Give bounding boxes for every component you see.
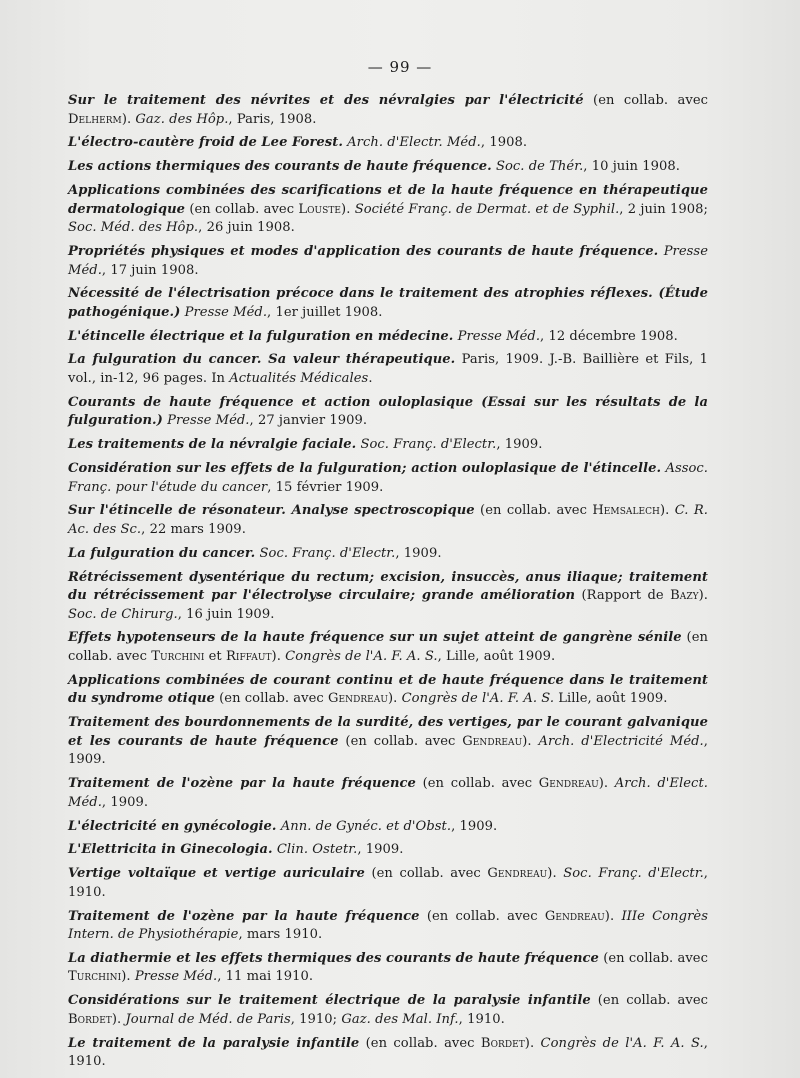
entry-source: Soc. Franç. d'Electr. — [360, 437, 497, 453]
entry-title: L'Elettricita in Ginecologia. — [68, 842, 273, 858]
entry-text: (en collab. avec — [419, 908, 545, 924]
entry-source: Gaz. des Hôp. — [135, 111, 229, 127]
bibliography-entry — [68, 992, 708, 1029]
entry-author: Gendreau — [538, 776, 599, 792]
entry-details: , 1909. — [496, 437, 543, 453]
bibliography-entry — [68, 158, 708, 177]
entry-text: (Rapport de — [575, 588, 671, 604]
entry-text: Paris, 1909. J.-B. Baillière et Fils, 1 vol., in-12, 96 pages. In — [68, 352, 708, 387]
entry-title: Sur l'étincelle de résonateur. Analyse spectroscopique — [68, 503, 475, 519]
entry-title: Propriétés physiques et modes d'application des courants de haute fréquence. — [68, 243, 659, 259]
entry-details: , 1909. — [101, 794, 149, 810]
entry-title: Vertige voltaïque et vertige auriculaire — [68, 866, 365, 882]
entry-author: Gendreau — [328, 691, 388, 707]
entry-text: ). — [698, 588, 708, 604]
entry-source: Soc. Franç. d'Electr. — [259, 545, 396, 561]
entry-details: , 12 décembre 1908. — [540, 328, 678, 344]
entry-text: ). — [111, 1011, 126, 1027]
entry-title: La diathermie et les effets thermiques des courants de haute fréquence — [68, 950, 599, 966]
bibliography-entry — [68, 394, 708, 431]
bibliography-entry — [68, 460, 708, 497]
entry-author: Delherm — [68, 111, 122, 127]
entry-text: (en collab. avec — [214, 691, 329, 707]
entry-details: , 17 juin 1908. — [101, 262, 199, 278]
entry-details: , 1er juillet 1908. — [267, 304, 383, 320]
entry-title: Le traitement de la paralysie infantile — [68, 1035, 360, 1051]
entry-source: C. R. Ac. des Sc. — [68, 503, 708, 537]
bibliography-entry — [68, 285, 708, 322]
entry-text: ). — [524, 1035, 541, 1051]
entry-details: , 1909. — [451, 818, 498, 834]
entry-text: (en collab. avec — [590, 993, 708, 1009]
entry-details: , 1910; — [290, 1011, 342, 1027]
entry-source: Arch. d'Electr. Méd. — [347, 135, 481, 151]
bibliography-entry — [68, 950, 708, 987]
entry-text: et — [204, 649, 226, 665]
entry-source: IIIe Congrès Intern. de Physiothérapie — [68, 908, 708, 943]
entry-details: , 26 juin 1908. — [198, 220, 295, 236]
bibliography-entry — [68, 328, 708, 347]
entry-author: Gendreau — [462, 733, 523, 749]
entry-title: Applications combinées des scarifications et de la haute fréquence en thérapeutique dermatologique — [68, 182, 708, 217]
entry-details: . — [368, 371, 373, 387]
bibliography-entry — [68, 243, 708, 280]
entry-text: ). — [341, 201, 355, 217]
entry-details: , 2 juin 1908; — [619, 201, 708, 217]
entry-source: Presse Méd. — [457, 328, 541, 344]
entry-source: Congrès de l'A. F. A. S. — [401, 691, 555, 707]
entry-details: , 1909. — [68, 733, 708, 768]
bibliography-entry — [68, 1035, 708, 1072]
bibliography-entry — [68, 545, 708, 564]
entry-title: Courants de haute fréquence et action ouloplasique (Essai sur les résultats de la fulguration.) — [68, 394, 708, 429]
entry-text: ). — [598, 776, 615, 792]
entry-title: Les traitements de la névralgie faciale. — [68, 437, 357, 453]
entry-details: , 1909. — [357, 842, 404, 858]
entry-details: , 1910. — [458, 1011, 505, 1027]
entry-source: Société Franç. de Dermat. et de Syphil. — [354, 201, 620, 217]
entry-details: , 10 juin 1908. — [583, 159, 680, 175]
bibliography-entry — [68, 569, 708, 625]
entry-title: Effets hypotenseurs de la haute fréquence sur un sujet atteint de gangrène sénile — [68, 630, 682, 646]
entry-text: (en collab. avec — [338, 733, 463, 749]
entry-details: Lille, août 1909. — [554, 691, 668, 707]
bibliography-entry — [68, 818, 708, 837]
entry-title: Traitement de l'ozène par la haute fréquence — [68, 908, 420, 924]
bibliography-entry — [68, 714, 708, 770]
entry-source: Assoc. Franç. pour l'étude du cancer — [68, 460, 709, 495]
entry-details: , 22 mars 1909. — [141, 521, 246, 537]
entry-text: ). — [659, 503, 675, 519]
entry-text: (en collab. avec — [598, 950, 708, 966]
entry-text: ). — [547, 866, 564, 882]
entry-details: , mars 1910. — [238, 927, 323, 943]
entry-text: (en collab. avec — [359, 1035, 481, 1051]
entry-text: (en collab. avec — [68, 630, 708, 665]
bibliography-entry — [68, 908, 708, 945]
entry-author: Bordet — [68, 1011, 112, 1027]
entry-source: Presse Méd. — [68, 243, 708, 278]
entry-title: Sur le traitement des névrites et des névralgies par l'électricité — [68, 93, 584, 108]
entry-title: Considérations sur le traitement électrique de la paralysie infantile — [68, 993, 591, 1009]
entry-author: Turchini — [68, 969, 122, 985]
entry-title: Les actions thermiques des courants de haute fréquence. — [68, 159, 492, 175]
entry-source: Ann. de Gynéc. et d'Obst. — [280, 818, 452, 834]
bibliography-entry — [68, 629, 708, 666]
entry-title: La fulguration du cancer. Sa valeur thérapeutique. — [68, 352, 456, 368]
bibliography-entry — [68, 182, 708, 238]
entry-text: ). — [121, 111, 136, 127]
entry-details: , Paris, 1908. — [228, 111, 317, 127]
bibliography-entry — [68, 134, 708, 153]
entry-source: Arch. d'Elect. Méd. — [68, 776, 708, 810]
entry-source: Actualités Médicales — [229, 371, 369, 387]
entry-details: , 1910. — [68, 866, 708, 900]
entry-details: , 15 février 1909. — [267, 479, 384, 495]
entry-source: Presse Méd. — [184, 304, 268, 320]
entry-text: (en collab. avec — [415, 776, 539, 792]
entry-details: , 1909. — [395, 545, 442, 561]
entry-text: (en collab. avec — [583, 93, 708, 108]
entry-author: Gendreau — [487, 866, 548, 882]
entry-title: Nécessité de l'électrisation précoce dans le traitement des atrophies réflexes. (Étude pathogénique.) — [68, 286, 708, 320]
bibliography-entry — [68, 502, 708, 539]
entry-details: , 11 mai 1910. — [217, 969, 314, 985]
bibliography-entry — [68, 351, 708, 388]
entry-title: L'électro-cautère froid de Lee Forest. — [68, 135, 343, 151]
entry-author: Gendreau — [544, 908, 605, 924]
entry-title: Applications combinées de courant continu et de haute fréquence dans le traitement du syndrome otique — [68, 672, 708, 707]
entry-source: Journal de Méd. de Paris — [125, 1011, 291, 1027]
entry-source: Presse Méd. — [134, 969, 218, 985]
entry-author: Hemsalech — [592, 503, 660, 519]
entry-title: Rétrécissement dysentérique du rectum; excision, insuccès, anus iliaque; traitement du rétrécissement par l'électrolyse circulaire; grande amélioration — [68, 569, 708, 604]
bibliography-entry — [68, 775, 708, 812]
bibliography-entry — [68, 865, 708, 902]
entry-title: Traitement des bourdonnements de la surdité, des vertiges, par le courant galvanique et les courants de haute fréquence — [68, 715, 708, 749]
entry-source: Arch. d'Electricité Méd. — [538, 733, 704, 749]
bibliography-entry — [68, 841, 708, 860]
bibliography-entry — [68, 436, 708, 455]
entry-source: Congrès de l'A. F. A. S. — [285, 649, 438, 665]
entry-title: L'étincelle électrique et la fulguration en médecine. — [68, 328, 454, 344]
entry-details: , 1908. — [480, 135, 528, 151]
entry-text: ). — [271, 649, 286, 665]
entry-source: Congrès de l'A. F. A. S. — [540, 1035, 704, 1051]
entry-source: Soc. Franç. d'Electr. — [563, 866, 704, 882]
entry-author: Bazy — [670, 588, 699, 604]
bibliography-entry — [68, 672, 708, 709]
entry-text: (en collab. avec — [364, 866, 488, 882]
entry-source: Soc. de Thér. — [495, 159, 584, 175]
entry-title: L'électricité en gynécologie. — [68, 818, 277, 834]
entry-details: , Lille, août 1909. — [437, 649, 556, 665]
entry-source: Clin. Ostetr. — [276, 842, 358, 858]
entry-text: ). — [522, 733, 539, 749]
entry-author: Turchini — [151, 649, 205, 665]
bibliography-list — [68, 92, 708, 1077]
entry-source: Gaz. des Mal. Inf. — [341, 1011, 459, 1027]
entry-title: Traitement de l'ozène par la haute fréquence — [68, 776, 416, 792]
entry-details: , 1910. — [68, 1035, 708, 1070]
entry-title: La fulguration du cancer. — [68, 545, 256, 561]
page-number: — 99 — — [367, 58, 433, 76]
entry-details: , 27 janvier 1909. — [249, 413, 368, 429]
entry-author: Bordet — [480, 1035, 525, 1051]
entry-author: Riffaut — [225, 649, 272, 665]
entry-text: (en collab. avec — [474, 503, 593, 519]
entry-title: Considération sur les effets de la fulguration; action ouloplasique de l'étincelle. — [68, 460, 662, 476]
entry-text: ). — [387, 691, 402, 707]
entry-text: ). — [121, 969, 135, 985]
entry-text: (en collab. avec — [185, 201, 299, 217]
entry-source: Soc. de Chirurg. — [68, 606, 178, 622]
entry-author: Louste — [298, 201, 342, 217]
entry-details: , 16 juin 1909. — [177, 606, 275, 622]
entry-source: Presse Méd. — [167, 413, 250, 429]
bibliography-entry — [68, 92, 708, 129]
entry-source: Soc. Méd. des Hôp. — [68, 220, 199, 236]
entry-text: ). — [604, 908, 622, 924]
